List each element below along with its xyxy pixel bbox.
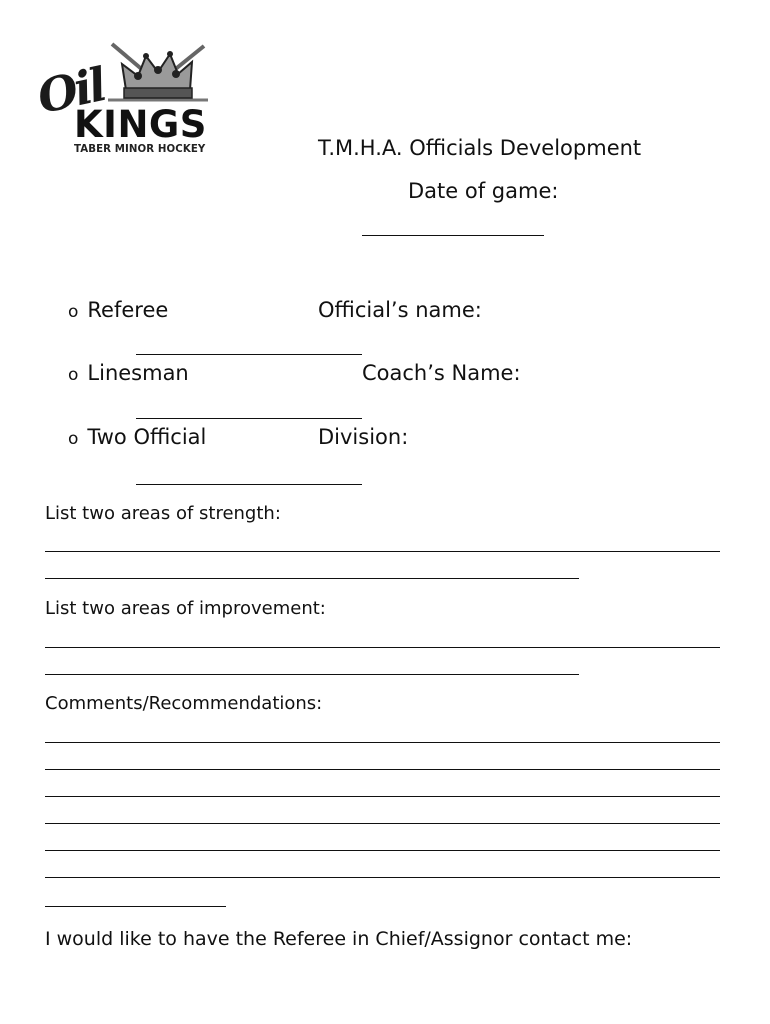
checkbox-bullet[interactable]: o	[68, 302, 79, 322]
option-label: Two Official	[87, 425, 207, 449]
comments-line[interactable]	[45, 769, 720, 770]
comments-line[interactable]	[45, 906, 226, 907]
date-of-game-line[interactable]	[362, 235, 544, 236]
strength-label: List two areas of strength:	[45, 503, 281, 524]
comments-label: Comments/Recommendations:	[45, 693, 323, 714]
contact-request-label: I would like to have the Referee in Chief/Assignor contact me:	[45, 928, 633, 950]
checkbox-bullet[interactable]: o	[68, 365, 79, 385]
option-two-official[interactable]	[68, 427, 206, 448]
option-referee[interactable]	[68, 300, 168, 321]
division-line[interactable]	[136, 484, 362, 485]
coach-name-label: Coach’s Name:	[362, 361, 521, 385]
improvement-line[interactable]	[45, 674, 579, 675]
comments-line[interactable]	[45, 877, 720, 878]
oil-kings-logo	[32, 42, 209, 160]
logo-subtitle: TABER MINOR HOCKEY	[74, 144, 206, 155]
form-title: T.M.H.A. Officials Development	[318, 136, 642, 160]
improvement-label: List two areas of improvement:	[45, 598, 326, 619]
logo-wordmark: KINGS	[74, 103, 207, 146]
checkbox-bullet[interactable]: o	[68, 429, 79, 449]
strength-line[interactable]	[45, 578, 579, 579]
date-of-game-label: Date of game:	[408, 179, 559, 203]
option-label: Linesman	[87, 361, 189, 385]
comments-line[interactable]	[45, 796, 720, 797]
official-name-line[interactable]	[136, 354, 362, 355]
comments-line[interactable]	[45, 742, 720, 743]
comments-line[interactable]	[45, 823, 720, 824]
logo-script-text: Oil	[32, 57, 109, 124]
comments-line[interactable]	[45, 850, 720, 851]
option-linesman[interactable]	[68, 363, 189, 384]
option-label: Referee	[87, 298, 169, 322]
crown-and-sticks-icon	[104, 42, 214, 108]
coach-name-line[interactable]	[136, 418, 362, 419]
improvement-line[interactable]	[45, 647, 720, 648]
official-name-label: Official’s name:	[318, 298, 482, 322]
division-label: Division:	[318, 425, 409, 449]
strength-line[interactable]	[45, 551, 720, 552]
